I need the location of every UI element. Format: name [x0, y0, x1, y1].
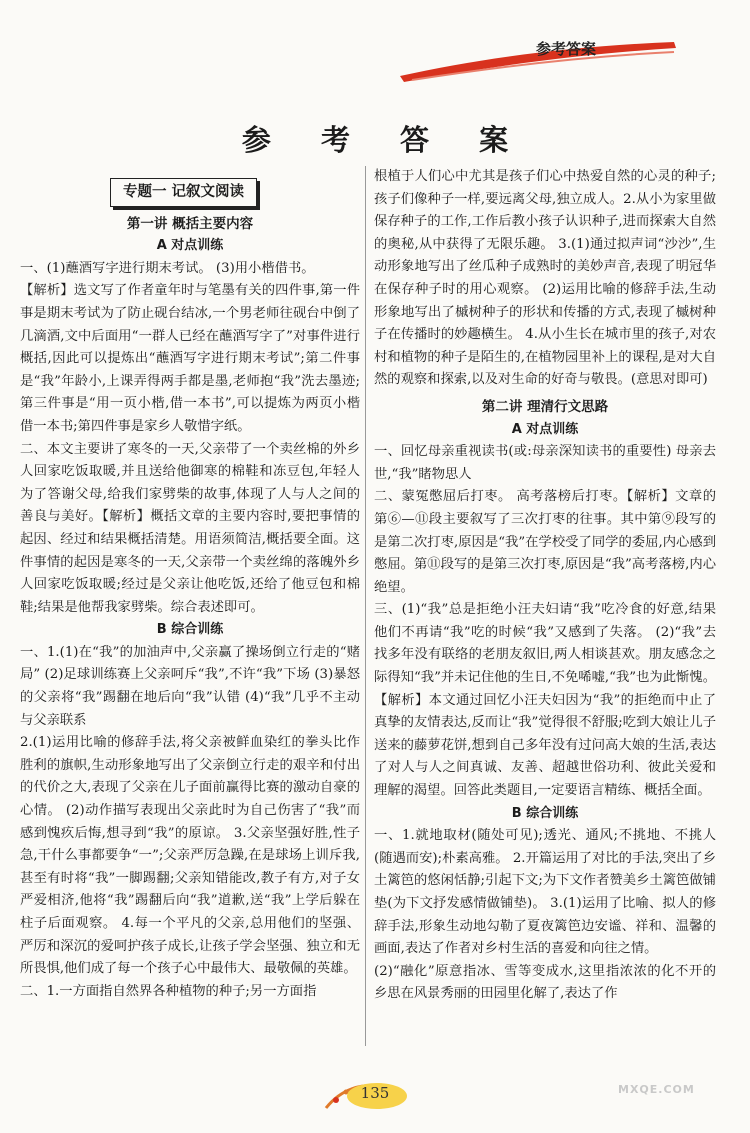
- answer-paragraph: 【解析】选文写了作者童年时与笔墨有关的四件事,第一件事是期末考试为了防止砚台结冰,一个男老师往砚台中倒了几滴酒,文中后面用“一群人已经在蘸酒写字了”对事件进行概括,因此可以提炼出“蘸酒写字进行期末考试”;第二件事是“我”年龄小,上课弄得两手都是墨,老师抱“我”洗去墨迹;第三件事是“用一页小楷,借一本书”,可以提炼为两页小楷借一本书;第四件事是家乡人敬惜字纸。: [20, 283, 360, 434]
- subsection-heading: A 对点训练: [156, 238, 224, 254]
- subsection-heading: A 对点训练: [511, 421, 579, 437]
- answer-paragraph: 一、(1)蘸酒写字进行期末考试。 (3)用小楷借书。: [20, 260, 315, 276]
- answer-paragraph: 根植于人们心中尤其是孩子们心中热爱自然的心灵的种子;孩子们像种子一样,要远离父母,独立成人。2.从小为家里做保存种子的工作,工作后教小孩子认识种子,进而探索大自然的奥秘,从中获得了无限乐趣。 3.(1)通过拟声词“沙沙”,生动形象地写出了丝瓜种子成熟时的美妙声音,表现了明冠华在保存种子时的用心观察。 (2)运用比喻的修辞手法,生动形象地写出了槭树种子的形状和传播的方式,表现了槭树种子在传播时的妙趣横生。 4.从小生长在城市里的孩子,对农村和植物的种子是陌生的,在植物园里补上的课程,是对大自然的观察和探索,以及对生命的好奇与敬畏。(意思对即可): [374, 169, 716, 388]
- right-column: [374, 166, 716, 1006]
- answer-paragraph: (2)“融化”原意指冰、雪等变成水,这里指浓浓的化不开的乡思在风景秀丽的田园里化解了,表达了作: [374, 963, 716, 1002]
- section-tag: 参考答案: [536, 40, 597, 58]
- column-divider: [365, 166, 366, 1046]
- answer-paragraph: 二、蒙冤憋屈后打枣。 高考落榜后打枣。【解析】文章的第⑥—⑪段主要叙写了三次打枣的往事。其中第⑨段写的是第二次打枣,原因是“我”在学校受了同学的委屈,内心感到憋屈。第⑪段写的是第三次打枣,原因是“我”高考落榜,内心绝望。: [374, 489, 716, 595]
- page-number: 135: [360, 1084, 390, 1102]
- lesson-heading: 第二讲 理清行文思路: [481, 398, 609, 415]
- subsection-heading: B 综合训练: [156, 622, 224, 638]
- watermark-text: MXQE.COM: [618, 1083, 695, 1096]
- answer-paragraph: 2.(1)运用比喻的修辞手法,将父亲被鲜血染红的拳头比作胜利的旗帜,生动形象地写出了父亲倒立行走的艰辛和付出的代价之大,表现了父亲在儿子面前赢得比赛的激动自豪的心情。 (2)动作描写表现出父亲此时为自己伤害了“我”而感到愧疚后悔,想寻到“我”的原谅。 3.父亲坚强好胜,性子急,干什么事都要争“一”;父亲严厉急躁,在是球场上训斥我,甚至有时将“我”一脚踢翻;父亲知错能改,教子有方,对子女严爱相济,他将“我”踢翻后向“我”道歉,送“我”上学后躲在柱子后面观察。 4.每一个平凡的父亲,总用他们的坚强、严厉和深沉的爱呵护孩子成长,让孩子学会坚强、独立和无所畏惧,他们成了每一个孩子心中最伟大、最敬佩的英雄。: [20, 735, 360, 977]
- page-title: 参 考 答 案: [241, 123, 529, 157]
- answer-paragraph: 一、1.(1)在“我”的加油声中,父亲赢了操场倒立行走的“赌局” (2)足球训练赛上父亲呵斥“我”,不许“我”下场 (3)暴怒的父亲将“我”踢翻在地后向“我”认错 (4)“我”几乎不主动与父亲联系: [20, 644, 360, 728]
- left-column: [20, 166, 360, 1003]
- answer-paragraph: 二、1.一方面指自然界各种植物的种子;另一方面指: [20, 983, 317, 999]
- answer-paragraph: 三、(1)“我”总是拒绝小汪夫妇请“我”吃冷食的好意,结果他们不再请“我”吃的时候“我”又感到了失落。 (2)“我”去找多年没有联络的老朋友叙旧,两人相谈甚欢。朋友感念之际得知“我”并未记住他的生日,不免唏嘘,“我”也为此惭愧。【解析】本文通过回忆小汪夫妇因为“我”的拒绝而中止了真挚的友情表达,反而让“我”觉得很不舒服;吃到大娘让儿子送来的藤萝花饼,想到自己多年没有过问高大娘的生活,表达了对人与人之间真诚、友善、超越世俗功利、彼此关爱和理解的渴望。回答此类题目,一定要语言精练、概括全面。: [374, 602, 716, 799]
- lesson-heading: 第一讲 概括主要内容: [126, 215, 254, 232]
- answer-paragraph: 一、回忆母亲重视读书(或:母亲深知读书的重要性) 母亲去世,“我”睹物思人: [374, 444, 716, 482]
- answer-paragraph: 二、本文主要讲了寒冬的一天,父亲带了一个卖丝棉的外乡人回家吃饭取暖,并且送给他御寒的棉鞋和冻豆包,年轻人为了答谢父母,给我们家劈柴的故事,体现了人与人之间的善良与美好。【解析】概括文章的主要内容时,要把事情的起因、经过和结果概括清楚。用语须简洁,概括要全面。这件事情的起因是寒冬的一天,父亲带一个卖丝绵的落魄外乡人回家吃饭取暖;经过是父亲让他吃饭,还给了他豆包和棉鞋;结果是他帮我家劈柴。综合表述即可。: [20, 441, 360, 615]
- subsection-heading: B 综合训练: [511, 805, 579, 821]
- answer-paragraph: 一、1.就地取材(随处可见);透光、通风;不挑地、不挑人(随遇而安);朴素高雅。 2.开篇运用了对比的手法,突出了乡土篱笆的悠闲恬静;引起下文;为下文作者赞美乡土篱笆做铺垫(为下文抒发感情做铺垫)。 3.(1)运用了比喻、拟人的修辞手法,形象生动地勾勒了夏夜篱笆边安谧、祥和、温馨的画面,表达了作者对乡村生活的喜爱和向往之情。: [374, 828, 716, 957]
- topic-heading: 专题一 记叙文阅读: [110, 178, 257, 207]
